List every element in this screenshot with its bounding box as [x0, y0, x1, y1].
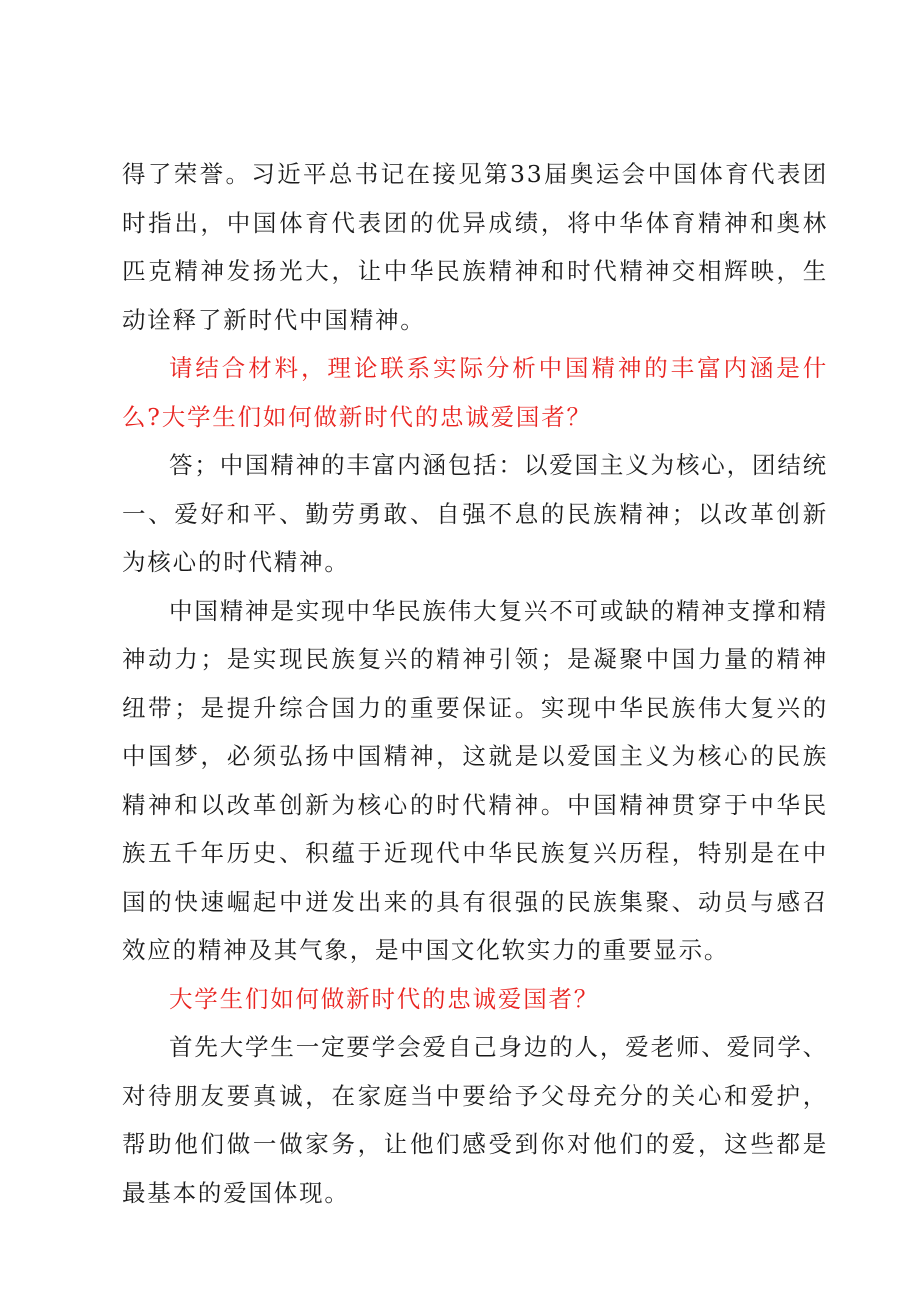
answer-paragraph: 答；中国精神的丰富内涵包括：以爱国主义为核心，团结统一、爱好和平、勤劳勇敢、自强不息的民族精神；以改革创新为核心的时代精神。: [122, 451, 828, 576]
sub-question-paragraph: 大学生们如何做新时代的忠诚爱国者？: [169, 984, 600, 1013]
body-paragraph-final: 首先大学生一定要学会爱自己身边的人，爱老师、爱同学、对待朋友要真诚，在家庭当中要给予父母充分的关心和爱护，帮助他们做一做家务，让他们感受到你对他们的爱，这些都是最基本的爱国体现。: [122, 1033, 828, 1207]
document-body: [122, 150, 828, 1217]
paragraph-continuation: 得了荣誉。习近平总书记在接见第33届奥运会中国体育代表团时指出，中国体育代表团的优异成绩，将中华体育精神和奥林匹克精神发扬光大，让中华民族精神和时代精神交相辉映，生动诠释了新时代中国精神。: [122, 160, 828, 334]
body-paragraph: 中国精神是实现中华民族伟大复兴不可或缺的精神支撑和精神动力；是实现民族复兴的精神引领；是凝聚中国力量的精神纽带；是提升综合国力的重要保证。实现中华民族伟大复兴的中国梦，必须弘扬中国精神，这就是以爱国主义为核心的民族精神和以改革创新为核心的时代精神。中国精神贯穿于中华民族五千年历史、积蕴于近现代中华民族复兴历程，特别是在中国的快速崛起中迸发出来的具有很强的民族集聚、动员与感召效应的精神及其气象，是中国文化软实力的重要显示。: [122, 596, 828, 964]
question-paragraph: 请结合材料，理论联系实际分析中国精神的丰富内涵是什么?大学生们如何做新时代的忠诚爱国者？: [122, 354, 828, 431]
